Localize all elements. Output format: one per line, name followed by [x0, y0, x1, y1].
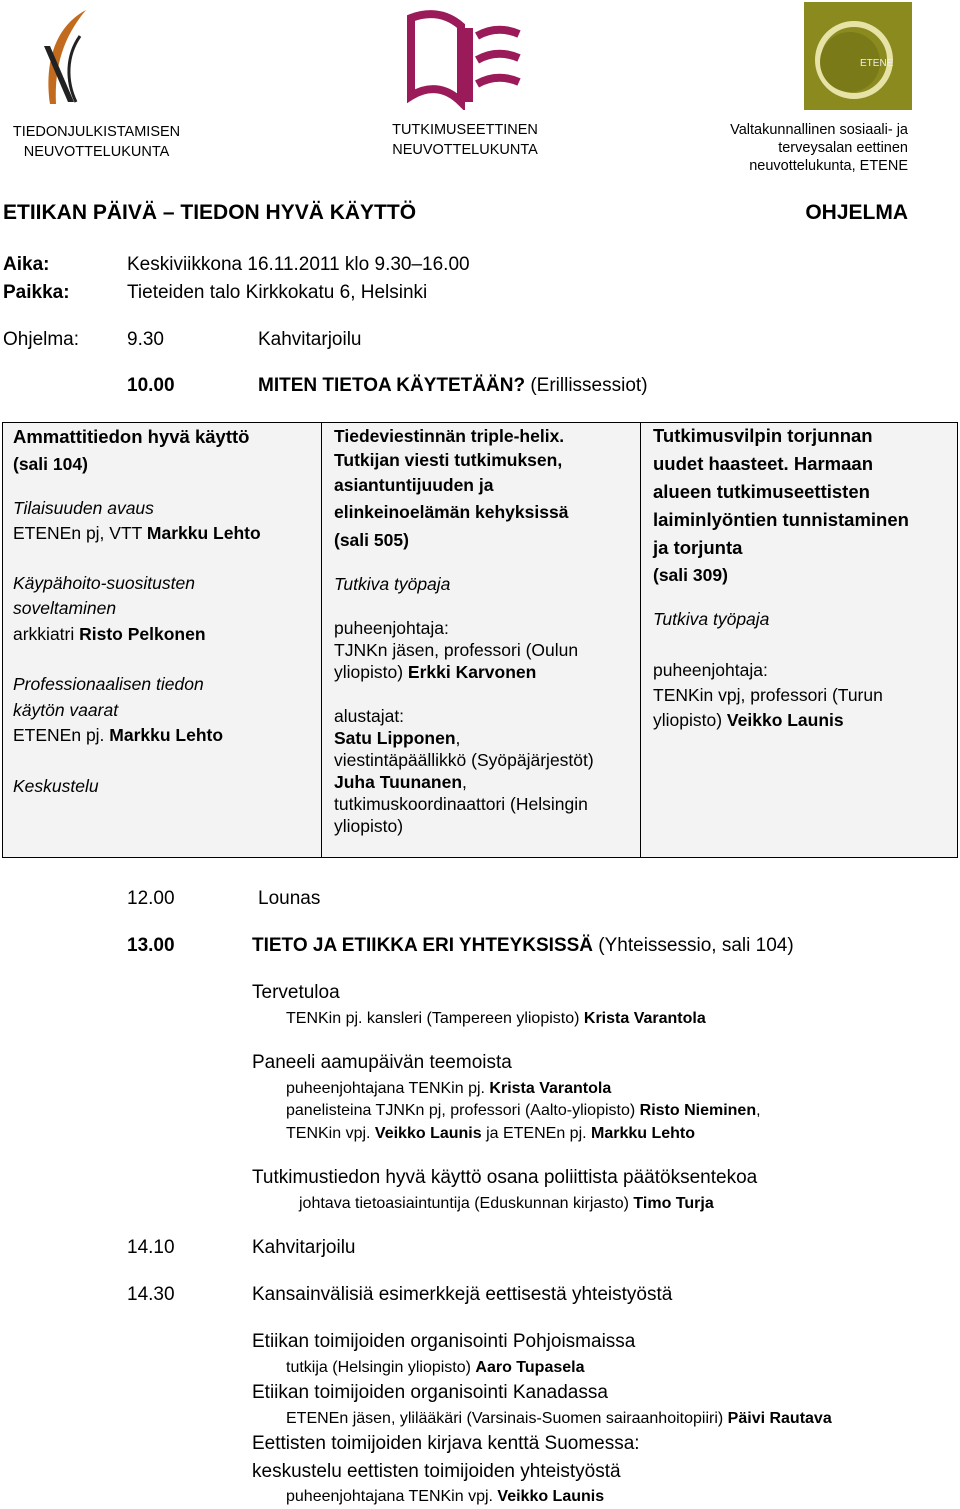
session-room: (sali 104) [13, 454, 88, 474]
tenk-caption-line: NEUVOTTELUKUNTA [392, 142, 538, 158]
speaker-role: TENKin pj. kansleri (Tampereen yliopisto) [286, 1010, 584, 1027]
item-title: Tervetuloa [252, 982, 340, 1003]
schedule-title: Kahvitarjoilu [258, 329, 362, 350]
session-note: (Yhteissessio, sali 104) [598, 935, 794, 956]
session-room: (sali 309) [653, 565, 728, 585]
session-title: laiminlyöntien tunnistaminen [653, 509, 909, 530]
tjnk-logo [36, 6, 96, 110]
speaker: panelisteina TJNKn pj, professori (Aalto-yliopisto) Risto Nieminen, [286, 1102, 761, 1119]
session-title: Tiedeviestinnän triple-helix. [334, 426, 565, 446]
speaker [13, 724, 223, 746]
schedule-time: 13.00 [127, 935, 175, 956]
schedule-title: Kahvitarjoilu [252, 1237, 356, 1258]
chair-role: yliopisto) [334, 662, 408, 682]
speaker [286, 1359, 584, 1377]
chair-label: puheenjohtaja: [653, 660, 768, 680]
speaker-name: Markku Lehto [591, 1125, 696, 1142]
speaker: Satu Lipponen, [334, 728, 461, 748]
tenk-logo [405, 6, 525, 110]
schedule-time: 14.10 [127, 1237, 175, 1258]
speaker [286, 1010, 706, 1028]
quill-logo-icon [36, 6, 96, 110]
talk-title: Käypähoito-suositusten [13, 573, 195, 593]
speaker: Juha Tuunanen, [334, 772, 467, 792]
item-title: Etiikan toimijoiden organisointi Kanadassa [252, 1382, 608, 1403]
speaker-role: viestintäpäällikkö (Syöpäjärjestöt) [334, 750, 594, 770]
book-logo-icon [405, 6, 525, 110]
schedule-time: 14.30 [127, 1284, 175, 1305]
speaker-name: Markku Lehto [146, 523, 261, 543]
speaker [286, 1410, 832, 1428]
session-title: asiantuntijuuden ja [334, 475, 494, 495]
schedule-time: 10.00 [127, 375, 175, 396]
session-column [640, 423, 957, 857]
session-title: Tutkimusvilpin torjunnan [653, 425, 873, 446]
chair-role: TENKin vpj, professori (Turun [653, 685, 883, 705]
chair [334, 661, 536, 683]
speaker-name: Aaro Tupasela [475, 1359, 585, 1376]
talk-title: käytön vaarat [13, 700, 119, 720]
time-value: Keskiviikkona 16.11.2011 klo 9.30–16.00 [127, 254, 470, 275]
speaker-role: ja ETENEn pj. [481, 1125, 592, 1142]
speaker-role: panelisteina TJNKn pj, professori (Aalto-yliopisto) [286, 1102, 640, 1119]
speaker-role: ETENEn jäsen, ylilääkäri (Varsinais-Suomen sairaanhoitopiiri) [286, 1410, 728, 1427]
talk-title: Tilaisuuden avaus [13, 498, 154, 518]
talk-title: Professionaalisen tiedon [13, 674, 204, 694]
session-title: uudet haasteet. Harmaan [653, 453, 874, 474]
session-column [321, 423, 640, 857]
speaker-role: ETENEn pj, VTT [13, 523, 147, 543]
speaker-role: yliopisto) [334, 816, 404, 836]
speaker-name: Juha Tuunanen [334, 772, 463, 792]
speaker-role: tutkimuskoordinaattori (Helsingin [334, 794, 588, 814]
item-title: Eettisten toimijoiden kirjava kenttä Suomessa: [252, 1433, 640, 1454]
session-column [3, 423, 321, 857]
session-room: (sali 505) [334, 530, 409, 550]
speaker [286, 1080, 611, 1098]
speaker-name: Risto Pelkonen [79, 624, 206, 644]
page-title: ETIIKAN PÄIVÄ – TIEDON HYVÄ KÄYTTÖ [3, 201, 417, 224]
program-label: Ohjelma: [3, 329, 80, 350]
etene-caption [700, 121, 908, 175]
session-title: alueen tutkimuseettisten [653, 481, 870, 502]
speaker-name: Timo Turja [633, 1195, 714, 1212]
tjnk-caption-line: TIEDONJULKISTAMISEN [12, 124, 181, 140]
speaker-role: arkkiatri [13, 624, 80, 644]
speaker [286, 1488, 604, 1506]
chair [653, 709, 844, 731]
speaker [286, 1125, 695, 1143]
etene-caption-line: Valtakunnallinen sosiaali- ja [730, 122, 908, 138]
speaker-role: ETENEn pj. [13, 725, 110, 745]
etene-caption-line: neuvottelukunta, ETENE [749, 158, 908, 174]
tenk-caption [374, 120, 556, 160]
speaker-name: Krista Varantola [583, 1010, 706, 1027]
schedule-title: Lounas [258, 888, 321, 909]
speaker-role: johtava tietoasiaintuntija (Eduskunnan kirjasto) [299, 1195, 634, 1212]
speakers-label: alustajat: [334, 706, 405, 726]
session-title: Ammattitiedon hyvä käyttö [13, 426, 250, 447]
etene-caption-line: terveysalan eettinen [778, 140, 908, 156]
chair-name: Veikko Launis [726, 710, 844, 730]
session-note: (Erillissessiot) [530, 375, 648, 396]
etene-logo [804, 2, 912, 110]
speaker-name: Krista Varantola [489, 1080, 612, 1097]
session-format: Tutkiva työpaja [334, 574, 451, 594]
speaker-name: Risto Nieminen [639, 1102, 757, 1119]
etene-ring-icon [804, 2, 912, 110]
speaker-name: Satu Lipponen [334, 728, 456, 748]
schedule-title [252, 935, 794, 957]
speaker [13, 522, 261, 544]
talk-title: Keskustelu [13, 776, 99, 796]
session-title: elinkeinoelämän kehyksissä [334, 502, 569, 522]
speaker-name: Veikko Launis [497, 1488, 605, 1505]
speaker [299, 1195, 714, 1213]
speaker-role: TENKin vpj. [286, 1125, 375, 1142]
chair-role: yliopisto) [653, 710, 727, 730]
tenk-caption-line: TUTKIMUSEETTINEN [392, 122, 538, 138]
talk-title: soveltaminen [13, 598, 117, 618]
tjnk-caption-line: NEUVOTTELUKUNTA [23, 144, 170, 160]
time-label: Aika: [3, 254, 50, 275]
chair-label: puheenjohtaja: [334, 618, 449, 638]
speaker-role: puheenjohtajana TENKin pj. [286, 1080, 490, 1097]
speaker-role: puheenjohtajana TENKin vpj. [286, 1488, 498, 1505]
place-value: Tieteiden talo Kirkkokatu 6, Helsinki [127, 282, 428, 303]
program-heading: OHJELMA [805, 201, 908, 224]
speaker-role: tutkija (Helsingin yliopisto) [286, 1359, 476, 1376]
item-title: keskustelu eettisten toimijoiden yhteistyöstä [252, 1461, 621, 1482]
speaker-name: Päivi Rautava [727, 1410, 832, 1427]
item-title: Tutkimustiedon hyvä käyttö osana poliittista päätöksentekoa [252, 1167, 758, 1188]
item-title: Paneeli aamupäivän teemoista [252, 1052, 512, 1073]
place-label: Paikka: [3, 282, 70, 303]
schedule-time: 12.00 [127, 888, 175, 909]
speaker-name: Veikko Launis [374, 1125, 482, 1142]
speaker-name: Markku Lehto [109, 725, 224, 745]
session-format: Tutkiva työpaja [653, 609, 770, 629]
chair-role: TJNKn jäsen, professori (Oulun [334, 640, 579, 660]
item-title: Etiikan toimijoiden organisointi Pohjoismaissa [252, 1331, 636, 1352]
session-title: ja torjunta [653, 537, 743, 558]
schedule-title: Kansainvälisiä esimerkkejä eettisestä yhteistyöstä [252, 1284, 673, 1305]
schedule-title [258, 375, 648, 397]
speaker [13, 623, 206, 645]
etene-logo-text: ETENE [860, 58, 894, 69]
sessions-table [2, 422, 958, 858]
chair-name: Erkki Karvonen [407, 662, 537, 682]
tjnk-caption [4, 122, 189, 162]
session-title: Tutkijan viesti tutkimuksen, [334, 450, 563, 470]
session-heading: MITEN TIETOA KÄYTETÄÄN? [258, 375, 526, 396]
session-heading: TIETO JA ETIIKKA ERI YHTEYKSISSÄ [252, 935, 594, 956]
schedule-time: 9.30 [127, 329, 164, 350]
